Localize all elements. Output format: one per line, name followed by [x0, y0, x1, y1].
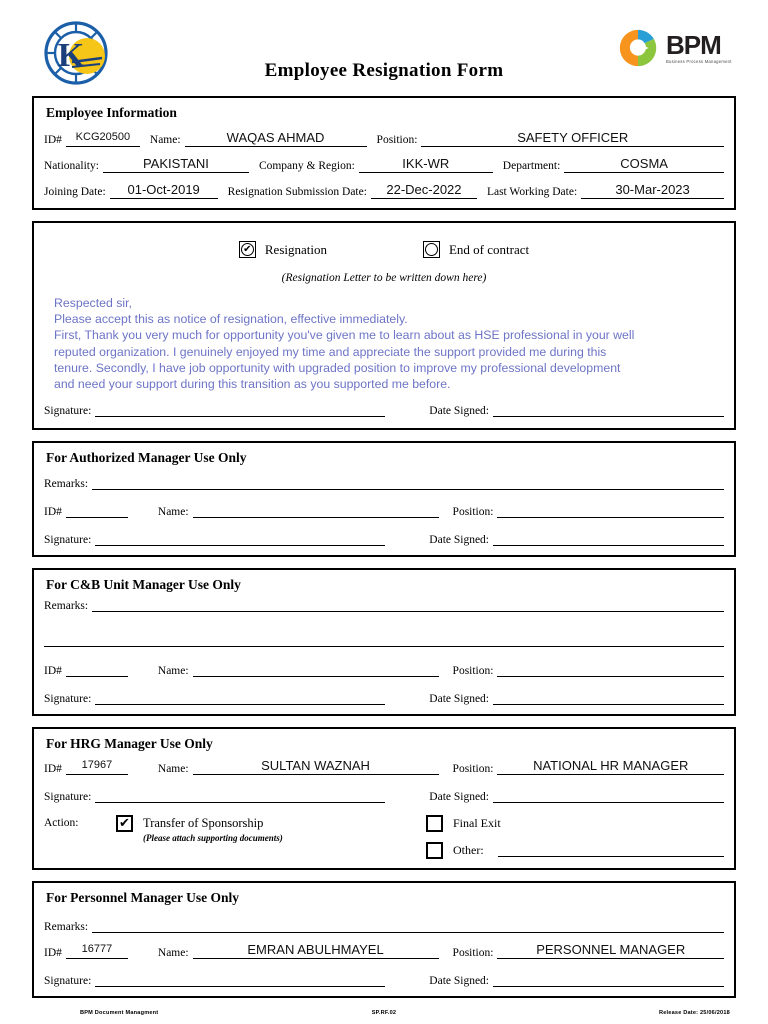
signature-label: Signature:: [44, 790, 92, 803]
date-signed-label: Date Signed:: [429, 533, 490, 546]
other-checkbox[interactable]: [426, 842, 443, 859]
authorized-signature-row: [44, 531, 724, 546]
signature-field[interactable]: [95, 402, 385, 417]
id-label: ID#: [44, 505, 62, 518]
resignation-checkbox[interactable]: [239, 241, 256, 258]
letter-line: Respected sir,: [54, 296, 132, 310]
letter-instruction-note: (Resignation Letter to be written down here): [281, 272, 487, 284]
letter-line: tenure. Secondly, I have job opportunity with upgraded position to improve my professional development: [54, 360, 621, 375]
company-region-label: Company & Region:: [258, 160, 355, 173]
resignation-type-choices: [44, 241, 724, 258]
hrg-action-row: [44, 814, 724, 859]
position-field[interactable]: NATIONAL HR MANAGER: [497, 758, 724, 775]
name-field[interactable]: WAQAS AHMAD: [185, 130, 367, 147]
id-field[interactable]: [66, 503, 128, 518]
letter-line: reputed organization. I genuinely enjoyed my time and appreciate the support provided me during this: [54, 344, 607, 359]
choice-resignation[interactable]: [239, 241, 327, 258]
section-title-authorized-manager: For Authorized Manager Use Only: [46, 450, 247, 466]
employee-signature-row: [44, 402, 724, 417]
page-footer: [32, 1010, 736, 1016]
end-of-contract-checkbox[interactable]: [423, 241, 440, 258]
id-label: ID#: [44, 664, 62, 677]
section-title-cb-unit-manager: For C&B Unit Manager Use Only: [46, 577, 241, 593]
other-field[interactable]: [498, 844, 724, 857]
signature-label: Signature:: [44, 974, 92, 987]
date-signed-label: Date Signed:: [429, 790, 490, 803]
remarks-label: Remarks:: [44, 599, 89, 612]
id-field[interactable]: 17967: [66, 758, 128, 775]
signature-label: Signature:: [44, 533, 92, 546]
signature-field[interactable]: [95, 972, 385, 987]
name-field[interactable]: SULTAN WAZNAH: [193, 758, 439, 775]
position-field[interactable]: [497, 662, 724, 677]
signature-label: Signature:: [44, 692, 92, 705]
letter-line: and need your support during this transition as you supported me before.: [54, 377, 451, 392]
employee-row-org: [44, 156, 724, 173]
letter-line: First, Thank you very much for opportunity you've given me to learn about as HSE professional in your well: [54, 328, 635, 343]
id-field[interactable]: [66, 662, 128, 677]
date-signed-label: Date Signed:: [429, 692, 490, 705]
date-signed-label: Date Signed:: [429, 404, 490, 417]
bpm-logo: [616, 26, 736, 78]
position-label: Position:: [452, 664, 494, 677]
action-final-exit[interactable]: [426, 814, 724, 832]
position-field[interactable]: PERSONNEL MANAGER: [497, 942, 724, 959]
footer-release-date: Release Date: 25/06/2018: [658, 1010, 730, 1016]
employee-row-dates: [44, 182, 724, 199]
name-label: Name:: [149, 134, 181, 147]
remarks-label: Remarks:: [44, 477, 89, 490]
end-of-contract-choice-label: End of contract: [448, 241, 530, 257]
nationality-field[interactable]: PAKISTANI: [103, 156, 249, 173]
resignation-letter-body[interactable]: [54, 295, 718, 392]
section-hrg-manager: [32, 727, 736, 870]
name-label: Name:: [157, 664, 189, 677]
remarks-field-line-2[interactable]: [44, 632, 724, 647]
personnel-identity-row: [44, 942, 724, 959]
date-signed-field[interactable]: [493, 690, 724, 705]
choice-end-of-contract[interactable]: [423, 241, 529, 258]
authorized-remarks-row: [44, 475, 724, 490]
employee-row-identity: [44, 130, 724, 147]
personnel-signature-row: [44, 972, 724, 987]
name-label: Name:: [157, 505, 189, 518]
section-personnel-manager: [32, 881, 736, 998]
section-title-employee-information: Employee Information: [46, 105, 177, 120]
position-field[interactable]: SAFETY OFFICER: [421, 130, 724, 147]
section-title-hrg-manager: For HRG Manager Use Only: [46, 736, 213, 752]
id-field[interactable]: KCG20500: [66, 130, 140, 147]
final-exit-checkbox[interactable]: [426, 815, 443, 832]
name-field[interactable]: [193, 662, 439, 677]
end-of-contract-check-mark: [425, 243, 438, 256]
date-signed-field[interactable]: [493, 402, 724, 417]
position-field[interactable]: [497, 503, 724, 518]
hrg-identity-row: [44, 758, 724, 775]
action-other[interactable]: [426, 841, 724, 859]
transfer-of-sponsorship-label: Transfer of Sponsorship: [143, 816, 264, 831]
date-signed-field[interactable]: [493, 972, 724, 987]
bpm-triangle-icon: [616, 26, 660, 70]
remarks-field[interactable]: [92, 918, 724, 933]
signature-label: Signature:: [44, 404, 92, 417]
personnel-remarks-row: [44, 918, 724, 933]
action-options-right: [426, 814, 724, 859]
cb-remarks-row-2: [44, 632, 724, 647]
id-label: ID#: [44, 946, 62, 959]
position-label: Position:: [452, 505, 494, 518]
final-exit-label: Final Exit: [453, 815, 501, 830]
bpm-wordmark: BPM: [666, 29, 721, 60]
company-region-field[interactable]: IKK-WR: [359, 156, 493, 173]
joining-date-field[interactable]: 01-Oct-2019: [110, 182, 218, 199]
department-field[interactable]: COSMA: [564, 156, 724, 173]
other-label: Other:: [453, 842, 484, 857]
name-field[interactable]: EMRAN ABULHMAYEL: [193, 942, 439, 959]
signature-field[interactable]: [95, 690, 385, 705]
date-signed-field[interactable]: [493, 531, 724, 546]
date-signed-field[interactable]: [493, 788, 724, 803]
resignation-submission-date-field[interactable]: 22-Dec-2022: [371, 182, 477, 199]
department-label: Department:: [502, 160, 561, 173]
action-transfer-of-sponsorship[interactable]: [116, 814, 426, 843]
remarks-field[interactable]: [92, 597, 724, 612]
section-resignation-letter: [32, 221, 736, 430]
authorized-identity-row: [44, 503, 724, 518]
signature-field[interactable]: [95, 531, 385, 546]
cb-signature-row: [44, 690, 724, 705]
id-field[interactable]: 16777: [66, 942, 128, 959]
resignation-submission-date-label: Resignation Submission Date:: [227, 186, 367, 199]
section-authorized-manager: [32, 441, 736, 557]
page-title: Employee Resignation Form: [264, 60, 504, 81]
cb-remarks-row: [44, 597, 724, 612]
section-employee-information: [32, 96, 736, 210]
name-label: Name:: [157, 762, 189, 775]
remarks-field[interactable]: [92, 475, 724, 490]
position-label: Position:: [452, 762, 494, 775]
cb-identity-row: [44, 662, 724, 677]
position-label: Position:: [452, 946, 494, 959]
bpm-tagline: Business Process Management: [666, 58, 732, 64]
joining-date-label: Joining Date:: [44, 186, 106, 199]
id-label: ID#: [44, 134, 62, 147]
transfer-of-sponsorship-note: (Please attach supporting documents): [143, 833, 283, 844]
footer-left-text: BPM Document Managment: [80, 1010, 159, 1016]
name-label: Name:: [157, 946, 189, 959]
resignation-choice-label: Resignation: [264, 241, 327, 257]
letter-line: Please accept this as notice of resignation, effective immediately.: [54, 312, 408, 327]
name-field[interactable]: [193, 503, 439, 518]
position-label: Position:: [376, 134, 418, 147]
resignation-check-mark: ✔: [241, 243, 254, 256]
form-header: [32, 18, 736, 96]
section-title-personnel-manager: For Personnel Manager Use Only: [46, 890, 239, 906]
action-label: Action:: [44, 817, 79, 830]
transfer-of-sponsorship-checkbox[interactable]: ✔: [116, 815, 133, 832]
date-signed-label: Date Signed:: [429, 974, 490, 987]
svg-text:K: K: [57, 37, 85, 74]
footer-document-code: SP.RF.02: [371, 1010, 397, 1016]
hrg-signature-row: [44, 788, 724, 803]
remarks-label: Remarks:: [44, 920, 89, 933]
id-label: ID#: [44, 762, 62, 775]
last-working-date-label: Last Working Date:: [486, 186, 578, 199]
nationality-label: Nationality:: [44, 160, 99, 173]
section-cb-unit-manager: [32, 568, 736, 716]
signature-field[interactable]: [95, 788, 385, 803]
last-working-date-field[interactable]: 30-Mar-2023: [581, 182, 724, 199]
